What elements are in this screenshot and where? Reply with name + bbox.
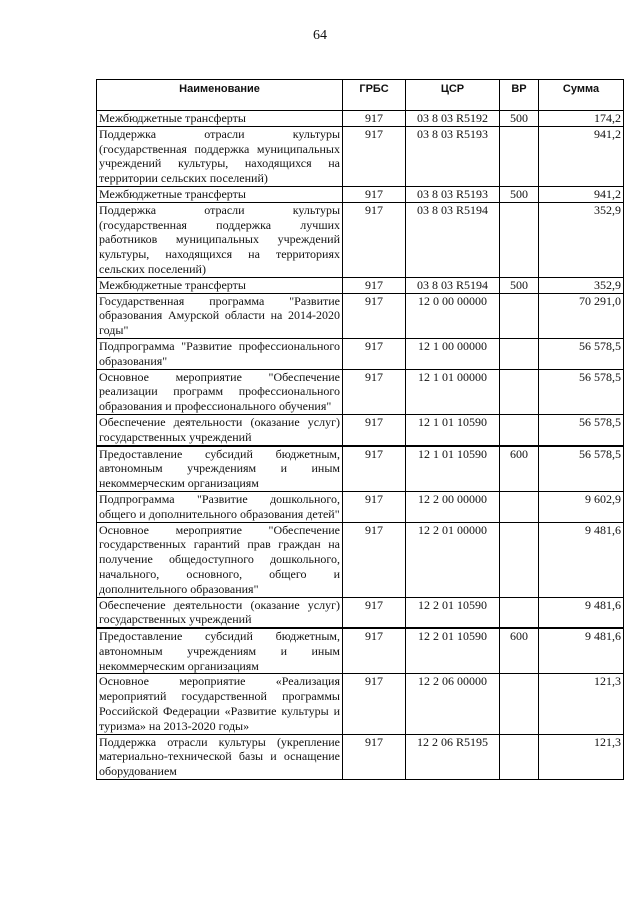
cell-vr [500, 674, 539, 734]
cell-name: Межбюджетные трансферты [97, 186, 343, 202]
cell-grbs: 917 [343, 414, 406, 445]
cell-sum: 70 291,0 [539, 293, 624, 338]
cell-csr: 12 2 01 00000 [406, 522, 500, 597]
cell-vr: 500 [500, 111, 539, 127]
column-header-vr: ВР [500, 80, 539, 111]
cell-name: Межбюджетные трансферты [97, 277, 343, 293]
cell-vr: 500 [500, 277, 539, 293]
cell-grbs: 917 [343, 111, 406, 127]
cell-vr [500, 338, 539, 369]
column-header-sum: Сумма [539, 80, 624, 111]
table-row [97, 338, 624, 369]
cell-vr [500, 126, 539, 186]
cell-sum: 9 481,6 [539, 522, 624, 597]
cell-csr: 12 1 00 00000 [406, 338, 500, 369]
cell-sum: 9 481,6 [539, 628, 624, 674]
cell-csr: 12 0 00 00000 [406, 293, 500, 338]
table-body [97, 111, 624, 780]
cell-vr [500, 369, 539, 414]
cell-name: Предоставление субсидий бюджетным, автономным учреждениям и иным некоммерческим организациям [97, 628, 343, 674]
table-row [97, 491, 624, 522]
cell-grbs: 917 [343, 338, 406, 369]
cell-sum: 174,2 [539, 111, 624, 127]
table-row [97, 369, 624, 414]
cell-vr [500, 202, 539, 277]
cell-vr [500, 734, 539, 779]
cell-grbs: 917 [343, 628, 406, 674]
cell-grbs: 917 [343, 202, 406, 277]
table-row [97, 414, 624, 445]
cell-sum: 56 578,5 [539, 414, 624, 445]
cell-name: Поддержка отрасли культуры (государственная поддержка лучших работников муниципальных учреждений культуры, находящихся на территориях сельских поселений) [97, 202, 343, 277]
budget-table [96, 79, 624, 780]
cell-vr [500, 414, 539, 445]
cell-grbs: 917 [343, 446, 406, 492]
cell-grbs: 917 [343, 734, 406, 779]
cell-grbs: 917 [343, 186, 406, 202]
cell-csr: 03 8 03 R5193 [406, 126, 500, 186]
cell-csr: 12 1 01 00000 [406, 369, 500, 414]
cell-csr: 12 2 01 10590 [406, 597, 500, 628]
cell-sum: 941,2 [539, 126, 624, 186]
cell-vr: 600 [500, 446, 539, 492]
cell-vr [500, 522, 539, 597]
cell-grbs: 917 [343, 293, 406, 338]
cell-grbs: 917 [343, 491, 406, 522]
table-row [97, 202, 624, 277]
page-number: 64 [313, 28, 327, 43]
cell-vr: 500 [500, 186, 539, 202]
cell-grbs: 917 [343, 674, 406, 734]
table-row [97, 628, 624, 674]
cell-grbs: 917 [343, 522, 406, 597]
cell-csr: 03 8 03 R5192 [406, 111, 500, 127]
cell-name: Обеспечение деятельности (оказание услуг) государственных учреждений [97, 414, 343, 445]
cell-csr: 12 1 01 10590 [406, 414, 500, 445]
cell-csr: 12 2 01 10590 [406, 628, 500, 674]
cell-grbs: 917 [343, 369, 406, 414]
table-row [97, 597, 624, 628]
table-row [97, 293, 624, 338]
cell-csr: 03 8 03 R5194 [406, 202, 500, 277]
cell-sum: 9 602,9 [539, 491, 624, 522]
cell-sum: 352,9 [539, 277, 624, 293]
cell-name: Подпрограмма "Развитие профессионального образования" [97, 338, 343, 369]
cell-name: Поддержка отрасли культуры (государственная поддержка муниципальных учреждений культуры, находящихся на территории сельских поселений) [97, 126, 343, 186]
table-row [97, 186, 624, 202]
cell-grbs: 917 [343, 597, 406, 628]
cell-sum: 56 578,5 [539, 446, 624, 492]
cell-grbs: 917 [343, 126, 406, 186]
cell-csr: 12 2 06 00000 [406, 674, 500, 734]
cell-csr: 12 2 00 00000 [406, 491, 500, 522]
column-header-name: Наименование [97, 80, 343, 111]
cell-csr: 12 1 01 10590 [406, 446, 500, 492]
cell-name: Основное мероприятие «Реализация мероприятий государственной программы Российской Федерации «Развитие культуры и туризма» на 2013-2020 годы» [97, 674, 343, 734]
table-row [97, 674, 624, 734]
column-header-csr: ЦСР [406, 80, 500, 111]
table-row [97, 446, 624, 492]
cell-name: Подпрограмма "Развитие дошкольного, общего и дополнительного образования детей" [97, 491, 343, 522]
cell-name: Основное мероприятие "Обеспечение реализации программ профессионального образования и профессионального обучения" [97, 369, 343, 414]
cell-name: Государственная программа "Развитие образования Амурской области на 2014-2020 годы" [97, 293, 343, 338]
cell-name: Межбюджетные трансферты [97, 111, 343, 127]
cell-vr: 600 [500, 628, 539, 674]
table-row [97, 522, 624, 597]
cell-sum: 56 578,5 [539, 369, 624, 414]
cell-vr [500, 293, 539, 338]
table-row [97, 126, 624, 186]
cell-csr: 03 8 03 R5194 [406, 277, 500, 293]
cell-name: Поддержка отрасли культуры (укрепление материально-технической базы и оснащение оборудованием [97, 734, 343, 779]
cell-csr: 03 8 03 R5193 [406, 186, 500, 202]
cell-grbs: 917 [343, 277, 406, 293]
table-header-row [97, 80, 624, 111]
cell-sum: 9 481,6 [539, 597, 624, 628]
cell-sum: 56 578,5 [539, 338, 624, 369]
cell-vr [500, 597, 539, 628]
table-row [97, 734, 624, 779]
cell-vr [500, 491, 539, 522]
column-header-grbs: ГРБС [343, 80, 406, 111]
cell-sum: 941,2 [539, 186, 624, 202]
cell-name: Предоставление субсидий бюджетным, автономным учреждениям и иным некоммерческим организациям [97, 446, 343, 492]
cell-sum: 121,3 [539, 674, 624, 734]
cell-name: Обеспечение деятельности (оказание услуг) государственных учреждений [97, 597, 343, 628]
cell-name: Основное мероприятие "Обеспечение государственных гарантий прав граждан на получение общедоступного дошкольного, начального, основного, общего и дополнительного образования" [97, 522, 343, 597]
cell-sum: 121,3 [539, 734, 624, 779]
table-row [97, 277, 624, 293]
cell-csr: 12 2 06 R5195 [406, 734, 500, 779]
table-row [97, 111, 624, 127]
cell-sum: 352,9 [539, 202, 624, 277]
